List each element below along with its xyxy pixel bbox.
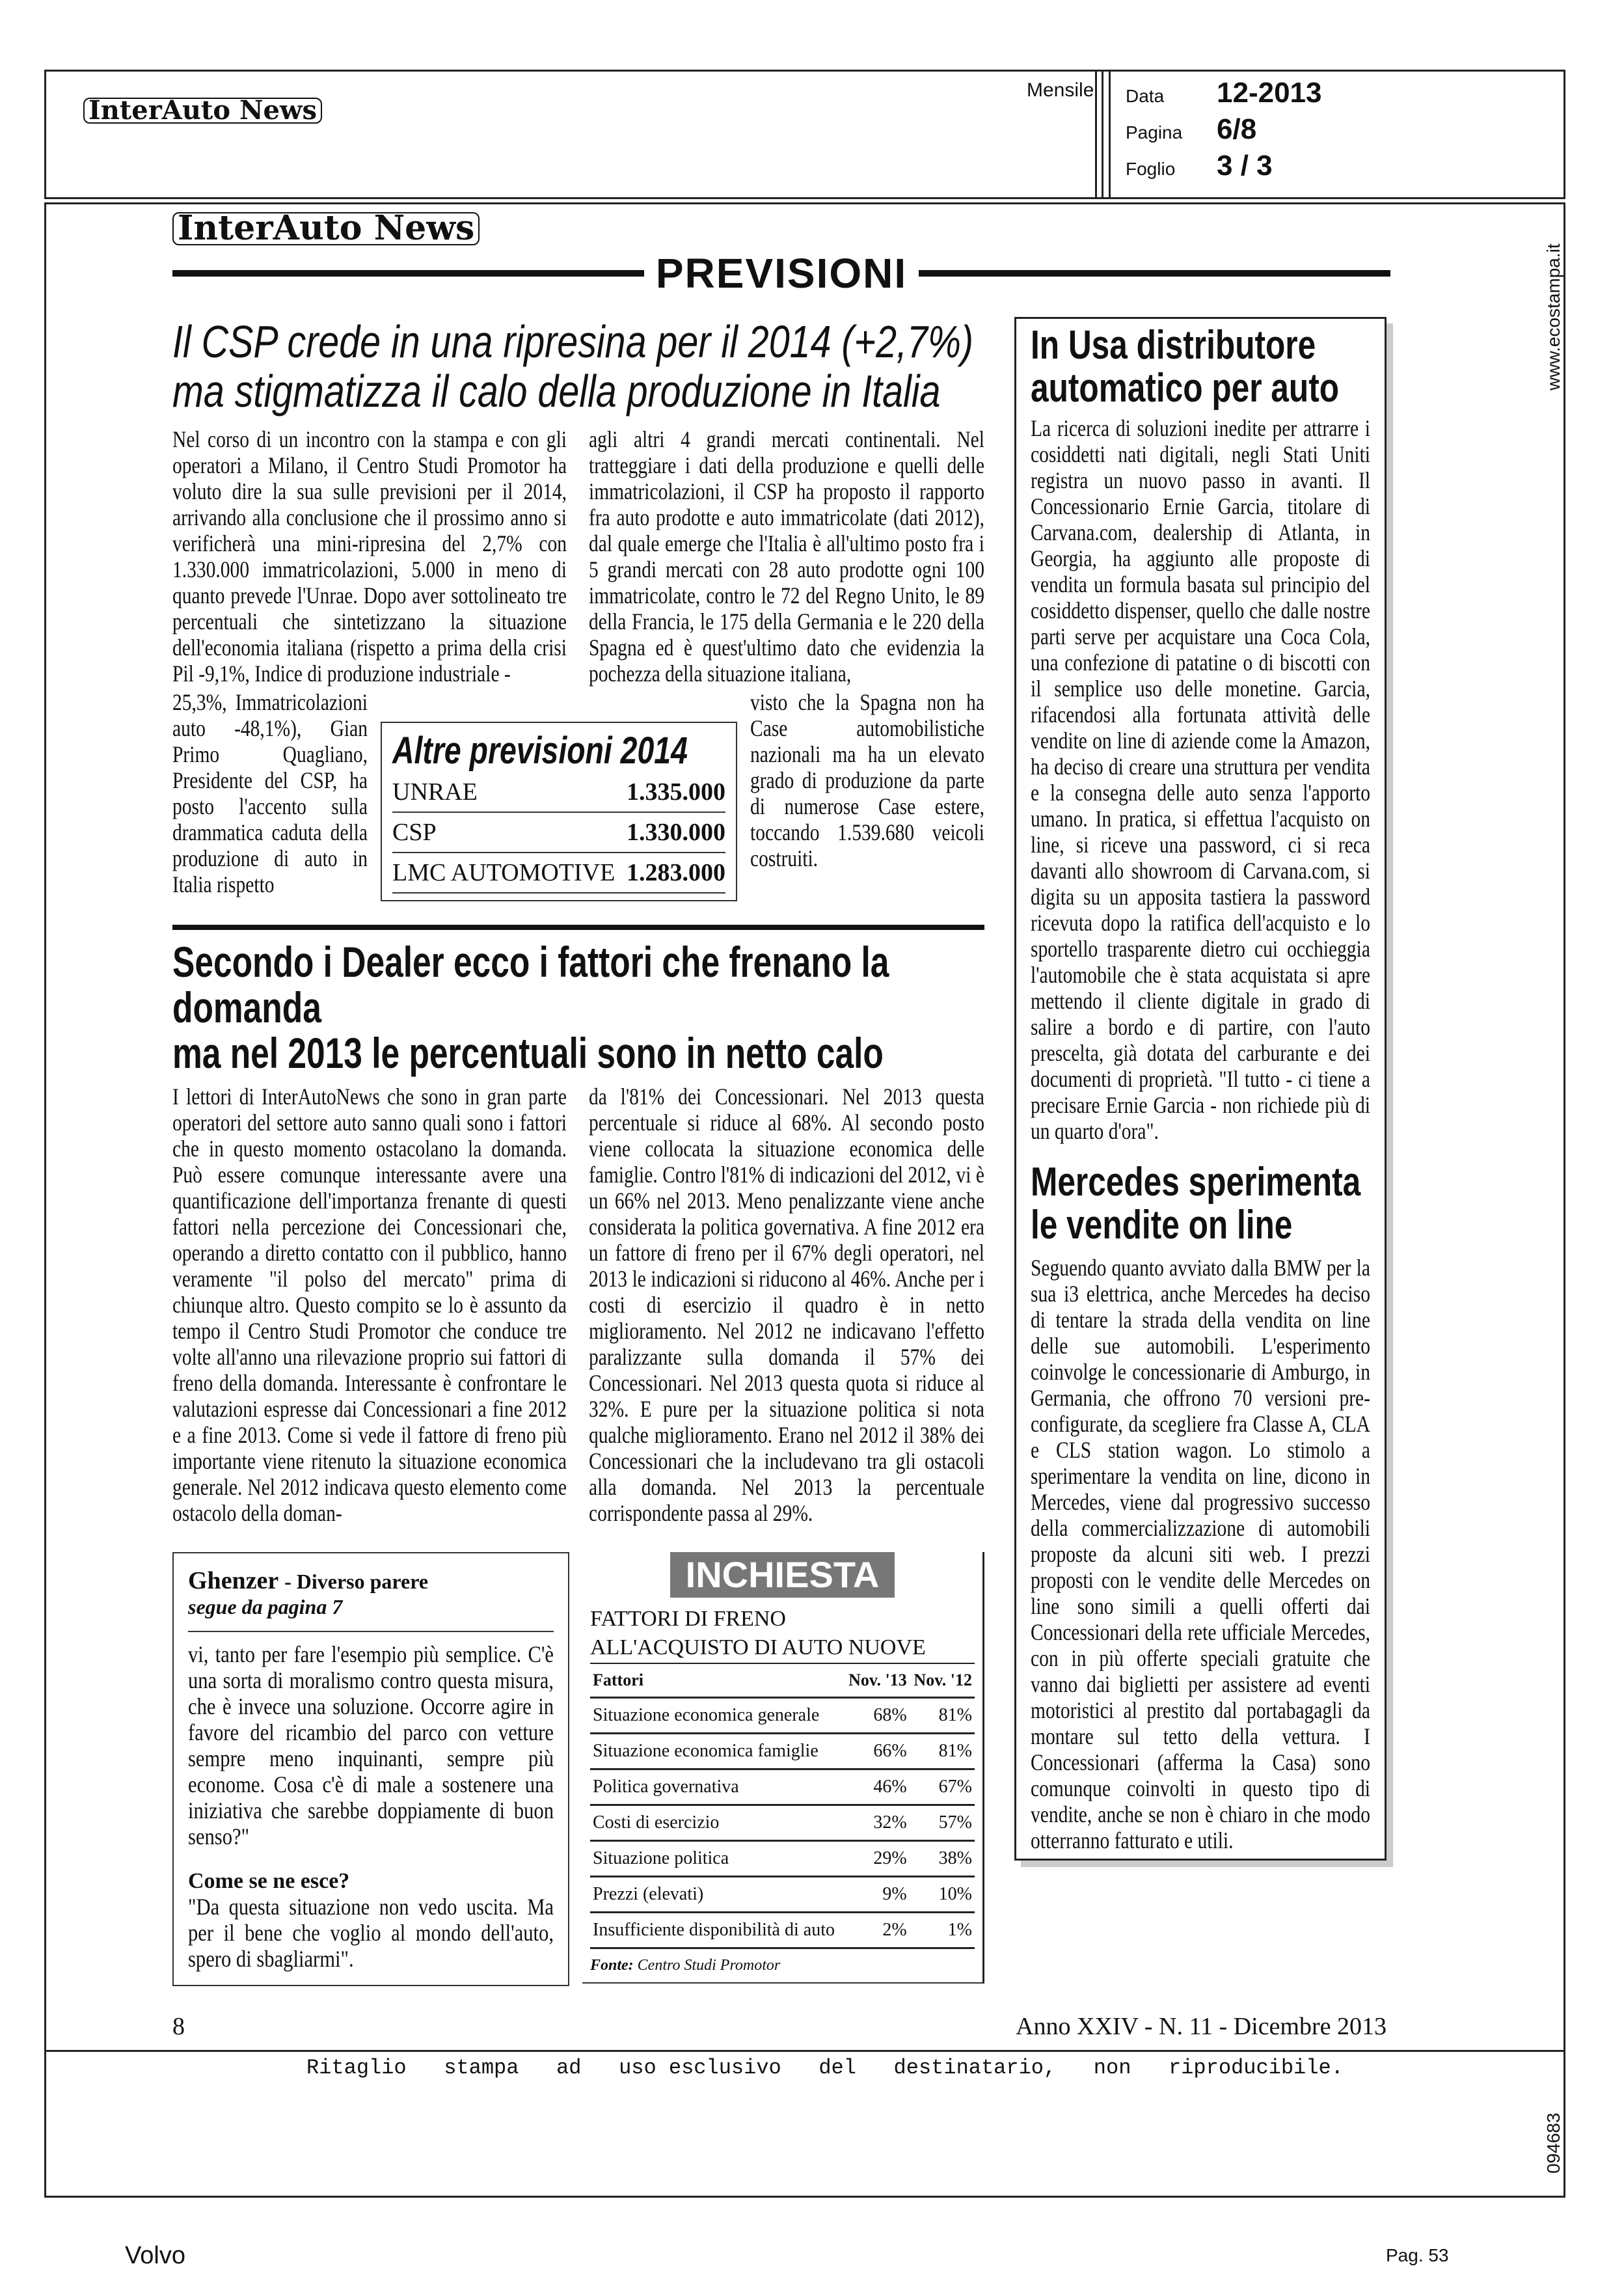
sidebar2-body: Seguendo quanto avviato dalla BMW per la sua i3 elettrica, anche Mercedes ha deciso di tentare la strada della vendita on line delle sue automobili. L'esperimento coinvolge le concessionarie di Amburgo, in Germania, che offrono 70 versioni pre-configurate, da scegliere fra Classe A, CLA e CLS station wagon. Lo stimolo a sperimentare la vendita on line, dicono in Mercedes, viene dal progressivo successo della commercializzazione di automobili proposte da alcuni siti web. I prezzi proposti con le vendite delle Mercedes on line sono simili a quelli offerti dai Concessionari della rete ufficiale Mercedes, con in più offerte speciali gratuite che vanno dai biglietti per assistere ad eventi motoristici al prestito dal portabagagli da montare sul tetto della vettura. I Concessionari (afferma la Casa) sono comunque coinvolti in questo tipo di vendite, anche se non è chiaro in che modo otterranno fatturato e utili. [1031,1254,1370,1853]
ghenzer-body: vi, tanto per fare l'esempio più semplice. C'è una sorta di moralismo contro questa misura, che è invece una soluzione. Occorre agire in favore del ricambio del parco con vetture sempre meno inquinanti, sempre più econome. Cosa c'è di male a sostenere una iniziativa che sarebbe doppiamente di buon senso?" [188,1641,554,1849]
forecast-source: LMC AUTOMOTIVE [392,858,616,886]
table-value: 29% [844,1840,909,1876]
forecast-row [392,772,725,813]
ghenzer-title: Ghenzer [188,1566,278,1594]
section-rule-left [172,270,644,277]
table-row [590,1769,975,1805]
code-mark: 094683 [1543,2112,1563,2174]
page-footer [172,2012,1387,2041]
forecast-value: 1.283.000 [627,858,725,886]
article2-col1: I lettori di InterAutoNews che sono in gran parte operatori del settore auto sanno quali sono i fattori che in questo momento ostacolano la domanda. Può essere comunque interessante avere una quantificazione dell'importanza frenante di questi fattori nella percezione dei Concessionari che, operando a diretto contatto con il pubblico, hanno veramente "il polso del mercato" prima di chiunque altro. Questo compito se lo è assunto da tempo il Centro Studi Promotor che conduce tre volte all'anno una rilevazione proprio sui fattori di freno della domanda. Interessante è confrontare le valutazioni espresse dai Concessionari a fine 2012 e a fine 2013. Come si vede il fattore di freno più importante viene ritenuto la situazione economica generale. Nel 2012 indicava questo elemento come ostacolo della doman- [172,1083,567,1526]
forecast-box [381,722,737,901]
forecast-source: CSP [392,818,437,846]
page-label: Pag. 53 [1386,2245,1449,2265]
inchiesta-box [582,1552,984,1984]
inchiesta-badge: INCHIESTA [670,1552,895,1598]
inchiesta-title-2: ALL'ACQUISTO DI AUTO NUOVE [590,1635,975,1664]
client-name: Volvo [125,2242,185,2269]
section-title: PREVISIONI [655,249,908,297]
article1-title: Il CSP crede in una ripresina per il 2014 (+2,7%) ma stigmatizza il calo della produzione in Italia [172,316,974,416]
sidebar2-title: Mercedes sperimenta le vendite on line [1031,1159,1361,1248]
header-logo: InterAuto News [83,98,322,124]
table-row [590,1876,975,1912]
forecast-box-title: Altre previsioni 2014 [392,729,688,772]
ghenzer-box [172,1552,569,1986]
table-value: 66% [844,1733,909,1769]
table-value: 32% [844,1805,909,1840]
ghenzer-subtitle: segue da pagina 7 [188,1595,554,1632]
sidebar1-body: La ricerca di soluzioni inedite per attrarre i cosiddetti nati digitali, negli Stati Uniti registra un nuovo passo in avanti. Il Concessionario Ernie Garcia, titolare di Carvana.com, dealership di Atlanta, in Georgia, ha aggiunto alle proposte di vendita un formula basata sul principio del cosiddetto dispenser, quello che dalle nostre parti serve per acquistare una Coca Cola, una confezione di patatine o di biscotti con il semplice uso delle monetine. Garcia, rifacendosi alla fortunata attività delle vendite on line di aziende come la Amazon, ha deciso di creare una struttura per vendita e la consegna delle auto senza l'apporto umano. In pratica, si effettua l'acquisto on line, si riceve una password, ci si reca davanti allo showroom di Carvana.com, si digita su un apposita tastiera la password ricevuta dopo la ratifica dell'acquisto e lo sportello trasparente dietro cui occhieggia l'automobile che è stata acquistata si apre mettendo il cliente digitale in grado di salire a bordo e di partire, con l'auto prescelta, già dotata del carburante e dei documenti di proprietà. "Il tutto - ci tiene a precisare Ernie Garcia - non richiede più di un quarto d'ora". [1031,415,1370,1144]
article1-col1: Nel corso di un incontro con la stampa e con gli operatori a Milano, il Centro Studi Promotor ha voluto dire la sua sulle previsioni per il 2014, arrivando alla conclusione che il prossimo anno si verificherà una mini-ripresina del 2,7% con 1.330.000 immatricolazioni, 5.000 in meno di quanto prevede l'Unrae. Dopo aver sottolineato tre percentuali che sintetizzano la situazione dell'economia italiana (rispetto a prima della crisi Pil -9,1%, Indice di produzione industriale - [172,426,567,687]
table-row [590,1840,975,1876]
ghenzer-subhead: Come se ne esce? [188,1868,350,1893]
table-factor: Insufficiente disponibilità di auto [590,1912,844,1948]
pagina-value: 6/8 [1217,113,1257,145]
ghenzer-title-suffix: - Diverso parere [284,1569,429,1593]
clipping-frame [44,202,1565,2198]
table-value: 10% [910,1876,975,1912]
table-row [590,1912,975,1948]
table-factor: Politica governativa [590,1769,844,1805]
table-header: Nov. '12 [910,1664,975,1698]
table-value: 57% [910,1805,975,1840]
foglio-label: Foglio [1126,159,1176,179]
forecast-row [392,853,725,894]
table-factor: Situazione economica famiglie [590,1733,844,1769]
table-factor: Costi di esercizio [590,1805,844,1840]
table-value: 67% [910,1769,975,1805]
sidebar [1014,317,1387,1861]
page-number: 8 [172,2012,185,2040]
table-value: 46% [844,1769,909,1805]
data-value: 12-2013 [1217,77,1322,109]
table-value: 1% [910,1912,975,1948]
inchiesta-title-1: FATTORI DI FRENO [590,1606,786,1631]
inchiesta-source: Fonte: Centro Studi Promotor [590,1956,781,1974]
foglio-value: 3 / 3 [1217,150,1273,182]
table-factor: Prezzi (elevati) [590,1876,844,1912]
copyright-notice: Ritaglio stampa ad uso esclusivo del destinatario, non riproducibile. [306,2055,1344,2080]
footer-rule [46,2050,1563,2080]
table-value: 68% [844,1697,909,1733]
table-value: 81% [910,1733,975,1769]
main-column [172,317,984,1986]
forecast-source: UNRAE [392,778,478,806]
issue-meta [1126,77,1321,186]
masthead-box [44,70,1565,199]
article1-col1b: 25,3%, Immatricolazioni auto -48,1%), Gian Primo Quagliano, Presidente del CSP, ha posto l'accento sulla drammatica caduta della produzione di auto in Italia rispetto [172,689,368,897]
article2-col2: da l'81% dei Concessionari. Nel 2013 questa percentuale si riduce al 68%. Al secondo posto viene collocata la situazione economica delle famiglie. Contro l'81% di indicazioni del 2012, vi è un 66% nel 2013. Meno penalizzante viene anche considerata la politica governativa. A fine 2012 era un fattore di freno per il 67% degli operatori, nel 2013 le indicazioni si riducono al 46%. Anche per i costi di esercizio il quadro è in netto miglioramento. Nel 2012 ne indicavano l'effetto paralizzante sulla domanda il 57% dei Concessionari. Nel 2013 questa quota si riduce al 32%. E pure per la situazione politica si nota qualche miglioramento. Erano nel 2012 il 38% dei Concessionari che la includevano tra gli ostacoli alla domanda. Nel 2013 la percentuale corrispondente passa al 29%. [589,1083,984,1526]
section-rule-right [919,270,1390,277]
table-row [590,1733,975,1769]
forecast-value: 1.330.000 [627,818,725,846]
table-header: Fattori [590,1664,844,1698]
article2-rule [172,925,984,930]
table-factor: Situazione politica [590,1840,844,1876]
table-row [590,1805,975,1840]
data-label: Data [1126,86,1165,106]
table-value: 9% [844,1876,909,1912]
pagina-label: Pagina [1126,122,1183,143]
ghenzer-body2: "Da questa situazione non vedo uscita. Ma per il bene che voglio al mondo dell'auto, spero di sbagliarmi". [188,1893,554,1972]
table-value: 81% [910,1697,975,1733]
inchiesta-table [590,1664,975,1949]
forecast-value: 1.335.000 [627,778,725,806]
forecast-row [392,813,725,853]
article1-col2: agli altri 4 grandi mercati continentali. Nel tratteggiare i dati della produzione e quelli delle immatricolazioni, il CSP ha proposto il rapporto fra auto prodotte e auto immatricolate (dati 2012), dal quale emerge che l'Italia è all'ultimo posto fra i 5 grandi mercati con 28 auto prodotte ogni 100 immatricolate, contro le 72 del Regno Unito, le 89 della Francia, le 175 della Germania e le 220 della Spagna ed è quest'ultimo dato che evidenzia la pochezza della situazione italiana, [589,426,984,687]
frequency-label: Mensile [1027,79,1094,101]
sidebar1-title: In Usa distributore automatico per auto [1031,322,1340,411]
table-row [590,1697,975,1733]
issue-line: Anno XXIV - N. 11 - Dicembre 2013 [1016,2012,1387,2040]
website-mark: www.ecostampa.it [1543,243,1563,390]
table-factor: Situazione economica generale [590,1697,844,1733]
article1-col2b: visto che la Spagna non ha Case automobilistiche nazionali ma ha un elevato grado di produzione da parte di numerose Case estere, toccando 1.539.680 veicoli costruiti. [750,689,984,871]
table-value: 2% [844,1912,909,1948]
table-header: Nov. '13 [844,1664,909,1698]
page-logo: InterAuto News [172,212,480,245]
table-value: 38% [910,1840,975,1876]
article2-title: Secondo i Dealer ecco i fattori che frenano la domanda ma nel 2013 le percentuali sono in netto calo [172,937,889,1077]
section-header [172,249,1390,297]
